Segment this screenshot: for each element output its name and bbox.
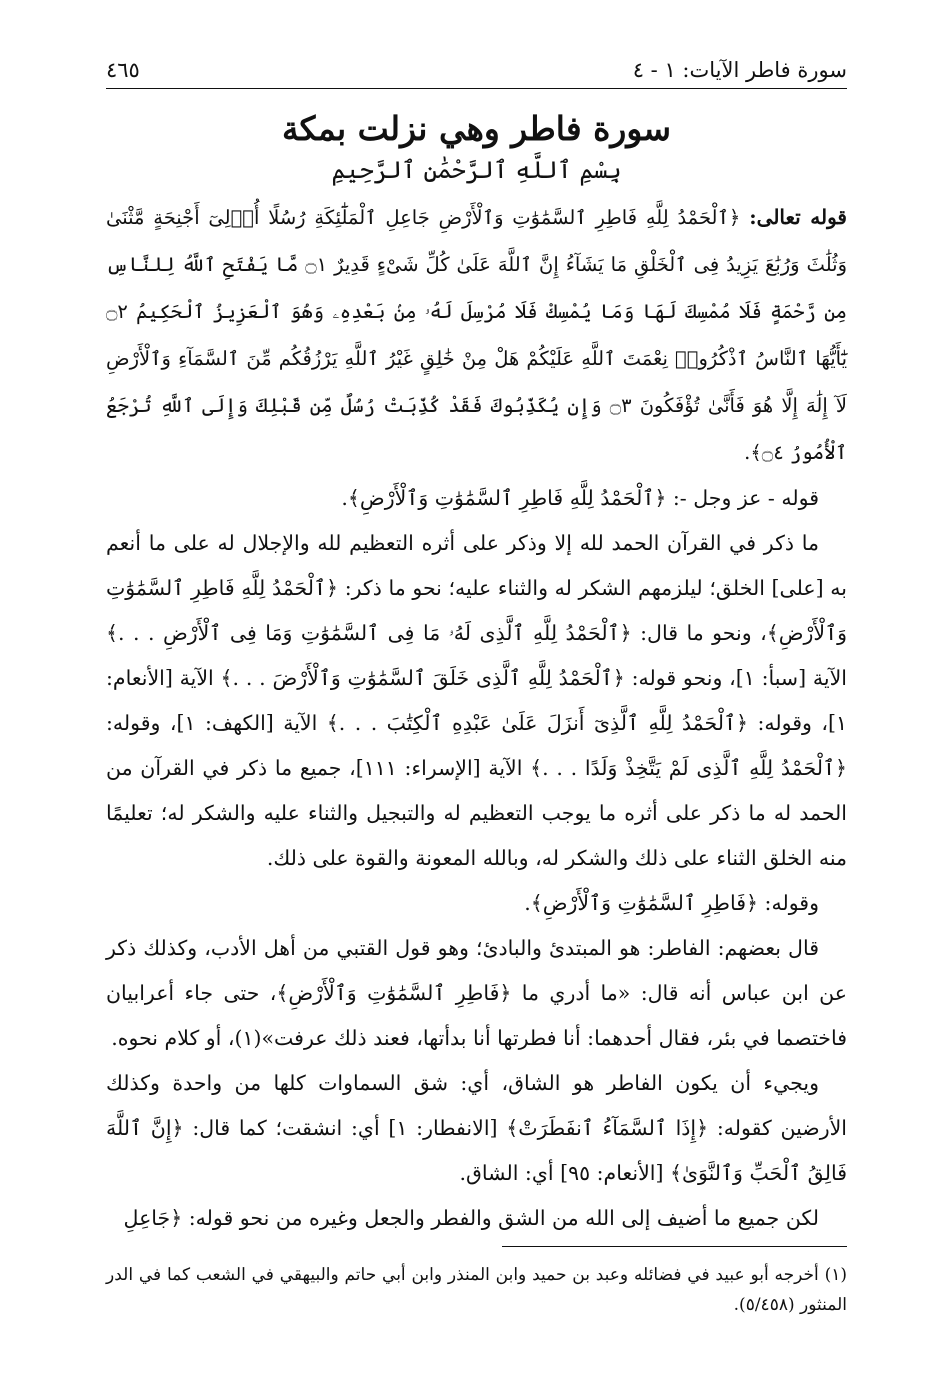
running-title: سورة فاطر الآيات: ١ - ٤ xyxy=(632,58,847,82)
verse-intro: قوله تعالى: xyxy=(749,205,847,229)
verse-text: ﴿ٱلْحَمْدُ لِلَّهِ فَاطِرِ ٱلسَّمَٰوَٰتِ وَٱلْأَرْضِ جَاعِلِ ٱلْمَلَٰٓئِكَةِ رُسُلًا أُو۟لِىٓ أَجْنِحَةٍ مَّثْنَىٰ وَثُلَٰثَ وَرُبَٰعَ يَزِيدُ فِى ٱلْخَلْقِ مَا يَشَآءُ إِنَّ ٱللَّهَ عَلَىٰ كُلِّ شَىْءٍ قَدِيرٌ ۝١ مَّا يَفْتَحِ ٱللَّهُ لِلنَّاسِ مِن رَّحْمَةٍ فَلَا مُمْسِكَ لَهَا وَمَا يُمْسِكْ فَلَا مُرْسِلَ لَهُۥ مِنۢ بَعْدِهِۦ وَهُوَ ٱلْعَزِيزُ ٱلْحَكِيمُ ۝٢ يَٰٓأَيُّهَا ٱلنَّاسُ ٱذْكُرُوا۟ نِعْمَتَ ٱللَّهِ عَلَيْكُمْ هَلْ مِنْ خَٰلِقٍ غَيْرُ ٱللَّهِ يَرْزُقُكُم مِّنَ ٱلسَّمَآءِ وَٱلْأَرْضِ لَآ إِلَٰهَ إِلَّا هُوَ فَأَنَّىٰ تُؤْفَكُونَ ۝٣ وَإِن يُكَذِّبُوكَ فَقَدْ كُذِّبَتْ رُسُلٌ مِّن قَبْلِكَ وَإِلَى ٱللَّهِ تُرْجَعُ ٱلْأُمُورُ ۝٤﴾. xyxy=(106,206,847,464)
footnote: (١) أخرجه أبو عبيد في فضائله وعبد بن حميد وابن المنذر وابن أبي حاتم والبيهقي في الشعب كما في الدر المنثور (٥/٤٥٨). xyxy=(106,1265,847,1315)
basmala: بِسْمِ ٱللَّهِ ٱلرَّحْمَٰنِ ٱلرَّحِيمِ xyxy=(331,156,622,184)
paragraph-4: قال بعضهم: الفاطر: هو المبتدئ والبادئ؛ وهو قول القتبي من أهل الأدب، وكذلك ذكر عن ابن عباس أنه قال: «ما أدري ما ﴿فَاطِرِ ٱلسَّمَٰوَٰتِ وَٱلْأَرْضِ﴾، حتى جاء أعرابيان فاختصما في بئر، فقال أحدهما: أنا فطرتها أنا بدأتها، فعند ذلك عرفت»(١)، أو كلام نحوه. xyxy=(106,936,847,1050)
paragraph-5: ويجيء أن يكون الفاطر هو الشاق، أي: شق السماوات كلها من واحدة وكذلك الأرضين كقوله: ﴿إِذَا ٱلسَّمَآءُ ٱنفَطَرَتْ﴾ [الانفطار: ١] أي: انشقت؛ كما قال: ﴿إِنَّ ٱللَّهَ فَالِقُ ٱلْحَبِّ وَٱلنَّوَىٰ﴾ [الأنعام: ٩٥] أي: الشاق. xyxy=(106,1071,847,1185)
paragraph-1: قوله - عز وجل -: ﴿ٱلْحَمْدُ لِلَّهِ فَاطِرِ ٱلسَّمَٰوَٰتِ وَٱلْأَرْضِ﴾. xyxy=(341,486,819,510)
surah-title: سورة فاطر وهي نزلت بمكة xyxy=(281,109,672,148)
paragraph-2: ما ذكر في القرآن الحمد لله إلا وذكر على أثره التعظيم لله والإجلال له على ما أنعم به [على] الخلق؛ ليلزمهم الشكر له والثناء عليه؛ نحو ما ذكر: ﴿ٱلْحَمْدُ لِلَّهِ فَاطِرِ ٱلسَّمَٰوَٰتِ وَٱلْأَرْضِ﴾، ونحو ما قال: ﴿ٱلْحَمْدُ لِلَّهِ ٱلَّذِى لَهُۥ مَا فِى ٱلسَّمَٰوَٰتِ وَمَا فِى ٱلْأَرْضِ . . .﴾ الآية [سبأ: ١]، ونحو قوله: ﴿ٱلْحَمْدُ لِلَّهِ ٱلَّذِى خَلَقَ ٱلسَّمَٰوَٰتِ وَٱلْأَرْضَ . . .﴾ الآية [الأنعام: ١]، وقوله: ﴿ٱلْحَمْدُ لِلَّهِ ٱلَّذِىٓ أَنزَلَ عَلَىٰ عَبْدِهِ ٱلْكِتَٰبَ . . .﴾ الآية [الكهف: ١]، وقوله: ﴿ٱلْحَمْدُ لِلَّهِ ٱلَّذِى لَمْ يَتَّخِذْ وَلَدًا . . .﴾ الآية [الإسراء: ١١١]، جميع ما ذكر في القرآن من الحمد له ما ذكر على أثره ما يوجب التعظيم له والتبجيل والثناء عليه والشكر له؛ تعليمًا منه الخلق الثناء على ذلك والشكر له، وبالله المعونة والقوة على ذلك. xyxy=(106,531,847,870)
verse-block xyxy=(106,194,847,476)
paragraph-3: وقوله: ﴿فَاطِرِ ٱلسَّمَٰوَٰتِ وَٱلْأَرْضِ﴾. xyxy=(524,891,819,915)
footnote-separator xyxy=(502,1246,847,1247)
paragraph-6: لكن جميع ما أضيف إلى الله من الشق والفطر والجعل وغيره من نحو قوله: ﴿جَاعِلِ xyxy=(123,1206,819,1230)
running-header xyxy=(106,58,847,89)
page-number: ٤٦٥ xyxy=(106,58,140,82)
